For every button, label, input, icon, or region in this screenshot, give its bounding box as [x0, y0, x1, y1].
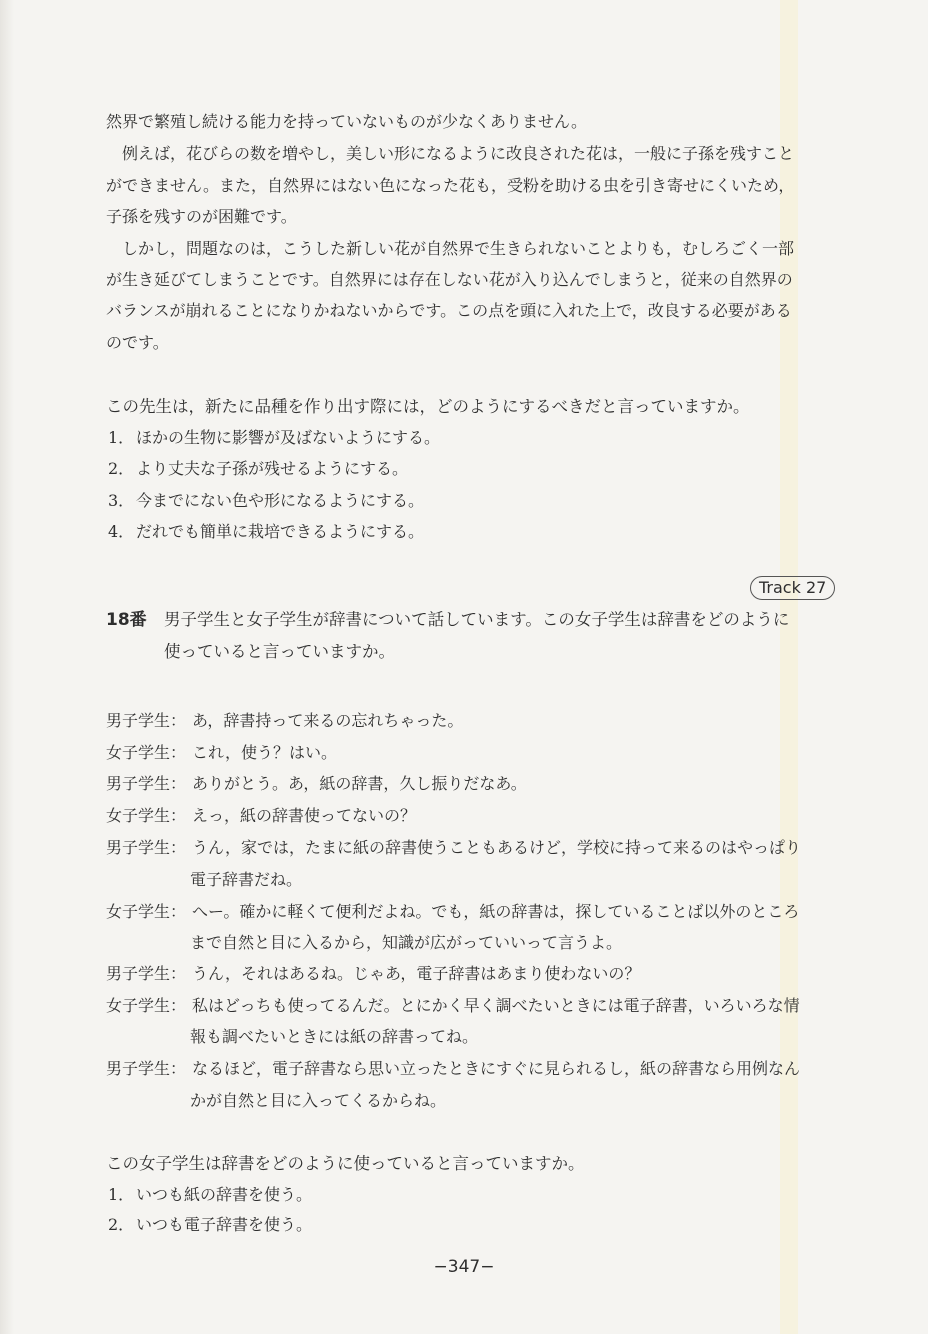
speaker-label: 女子学生：	[106, 996, 187, 1015]
passage-line: 子孫を残すのが困難です。	[106, 207, 297, 226]
dialogue-text: なるほど，電子辞書なら思い立ったときにすぐに見られるし，紙の辞書なら用例なん	[192, 1059, 801, 1078]
choice-text: いつも紙の辞書を使う。	[136, 1185, 313, 1204]
dialogue-text: 私はどっちも使ってるんだ。とにかく早く調べたいときには電子辞書，いろいろな情	[192, 996, 800, 1015]
dialogue-text: うん，それはあるね。じゃあ，電子辞書はあまり使わないの？	[192, 964, 641, 983]
dialogue-continuation: まで自然と目に入るから，知識が広がっていいって言うよ。	[190, 933, 623, 952]
speaker-label: 男子学生：	[106, 1059, 187, 1078]
passage-line: が生き延びてしまうことです。自然界には存在しない花が入り込んでしまうと，従来の自然界の	[106, 270, 793, 289]
choice-text: いつも電子辞書を使う。	[136, 1215, 313, 1234]
dialogue-line	[106, 806, 846, 826]
passage-line: ができません。また，自然界にはない色になった花も，受粉を助ける虫を引き寄せにくいため，	[106, 176, 795, 195]
dialogue-line	[106, 996, 846, 1016]
question-title: 男子学生と女子学生が辞書について話しています。この女子学生は辞書をどのように	[164, 610, 790, 629]
passage-line: しかし，問題なのは，こうした新しい花が自然界で生きられないことよりも，むしろごく一部	[122, 239, 795, 258]
dialogue-text: へー。確かに軽くて便利だよね。でも，紙の辞書は，探していることば以外のところ	[192, 902, 800, 921]
question-prompt: この女子学生は辞書をどのように使っていると言っていますか。	[106, 1154, 585, 1173]
choice-number: 2．	[108, 1215, 135, 1234]
dialogue-text: ありがとう。あ，紙の辞書，久し振りだなあ。	[192, 774, 527, 793]
answer-choice	[108, 428, 848, 448]
question-number: 18番	[106, 610, 147, 630]
dialogue-continuation: 報も調べたいときには紙の辞書ってね。	[190, 1027, 479, 1046]
choice-number: 2．	[108, 459, 135, 478]
choice-text: 今までにない色や形になるようにする。	[136, 491, 425, 510]
passage-line: バランスが崩れることになりかねないからです。この点を頭に入れた上で，改良する必要がある	[106, 301, 792, 320]
choice-number: 4．	[108, 522, 135, 541]
speaker-label: 男子学生：	[106, 774, 187, 793]
dialogue-line	[106, 711, 846, 731]
dialogue-text: これ，使う？はい。	[192, 743, 337, 762]
choice-text: ほかの生物に影響が及ばないようにする。	[136, 428, 441, 447]
dialogue-text: うん，家では，たまに紙の辞書使うこともあるけど，学校に持って来るのはやっぱり	[192, 838, 801, 857]
speaker-label: 女子学生：	[106, 806, 187, 825]
dialogue-continuation: 電子辞書だね。	[190, 870, 303, 889]
question-prompt: この先生は，新たに品種を作り出す際には，どのようにするべきだと言っていますか。	[106, 397, 750, 416]
choice-text: より丈夫な子孫が残せるようにする。	[136, 459, 409, 478]
dialogue-line	[106, 902, 846, 922]
page-number: −347−	[433, 1257, 495, 1277]
dialogue-line	[106, 774, 846, 794]
answer-choice	[108, 1185, 848, 1205]
answer-choice	[108, 491, 848, 511]
answer-choice	[108, 459, 848, 479]
dialogue-line	[106, 1059, 846, 1079]
choice-number: 1．	[108, 1185, 135, 1204]
answer-choice	[108, 1215, 848, 1235]
highlighter-mark	[780, 0, 798, 1334]
speaker-label: 男子学生：	[106, 711, 187, 730]
dialogue-line	[106, 838, 846, 858]
passage-line: のです。	[106, 333, 169, 352]
dialogue-text: あ，辞書持って来るの忘れちゃった。	[192, 711, 464, 730]
answer-choice	[108, 522, 848, 542]
dialogue-text: えっ，紙の辞書使ってないの？	[192, 806, 417, 825]
speaker-label: 女子学生：	[106, 743, 187, 762]
speaker-label: 男子学生：	[106, 838, 187, 857]
speaker-label: 女子学生：	[106, 902, 187, 921]
dialogue-line	[106, 743, 846, 763]
page-edge-shadow	[0, 0, 14, 1334]
choice-text: だれでも簡単に栽培できるようにする。	[136, 522, 425, 541]
dialogue-line	[106, 964, 846, 984]
track-badge: Track 27	[750, 576, 835, 600]
question-title: 使っていると言っていますか。	[164, 642, 395, 661]
dialogue-continuation: かが自然と目に入ってくるからね。	[190, 1091, 447, 1110]
passage-line: 例えば，花びらの数を増やし，美しい形になるように改良された花は，一般に子孫を残すこと	[122, 144, 795, 163]
passage-line: 然界で繁殖し続ける能力を持っていないものが少なくありません。	[106, 112, 587, 131]
choice-number: 3．	[108, 491, 135, 510]
choice-number: 1．	[108, 428, 135, 447]
speaker-label: 男子学生：	[106, 964, 187, 983]
